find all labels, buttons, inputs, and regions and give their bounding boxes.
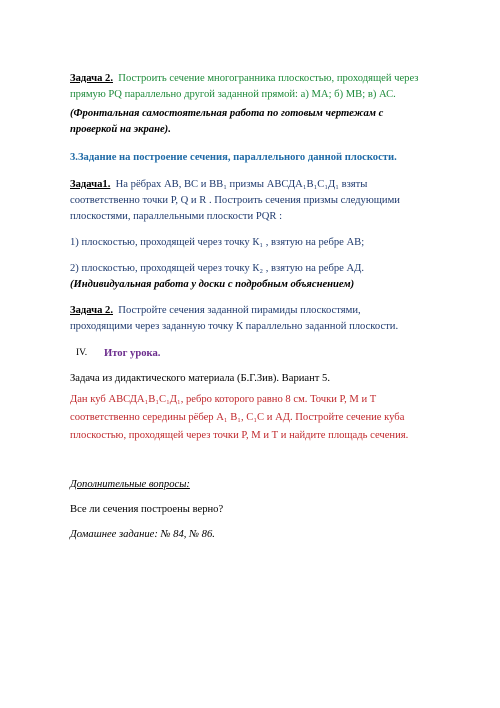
task1-line3: плоскостями, параллельными плоскости PQR : (70, 211, 283, 222)
task2a-label: Задача 2. (70, 73, 113, 84)
task1-line2: соответственно точки Р, Q и R . Построить сечения призмы следующими (70, 195, 400, 206)
task2b-text1: Постройте сечения заданной пирамиды плоскостями, (118, 305, 361, 316)
task2b-label: Задача 2. (70, 305, 113, 316)
task1-item1: 1) плоскостью, проходящей через точку К₁ , взятую на ребре АВ; (70, 237, 365, 248)
section3-heading: 3.Задание на построение сечения, параллельного данной плоскости. (70, 152, 397, 163)
cube-task-line2: соответственно середины рёбер А₁ В₁, С₁С и АД. Постройте сечение куба (70, 412, 405, 423)
task1-line1 (70, 178, 367, 191)
task2b-line1 (70, 304, 361, 317)
task1-item2: 2) плоскостью, проходящей через точку К₂ , взятую на ребре АД. (70, 263, 365, 274)
cube-task-line1: Дан куб АВСДА₁В₁С₁Д₁, ребро которого равно 8 см. Точки Р, М и Т (70, 394, 377, 405)
task2a-note1: (Фронтальная самостоятельная работа по готовым чертежам с (70, 108, 384, 119)
task2a-line2: прямую PQ параллельно другой заданной прямой: а) МА; б) МВ; в) АС. (70, 89, 396, 100)
homework-line: Домашнее задание: № 84, № 86. (70, 529, 215, 540)
section4-numeral: IV. (76, 348, 88, 358)
section4-title: Итог урока. (104, 348, 161, 359)
question-line: Все ли сечения построены верно? (70, 504, 224, 515)
didactic-line: Задача из дидактического материала (Б.Г.Зив). Вариант 5. (70, 373, 331, 384)
task2a-note2: проверкой на экране). (70, 124, 171, 135)
task1-label: Задача1. (70, 179, 111, 190)
task2a-line1 (70, 72, 419, 85)
task1-note: (Индивидуальная работа у доски с подробным объяснением) (70, 279, 355, 290)
cube-task-line3: плоскостью, проходящей через точки Р, М и Т и найдите площадь сечения. (70, 430, 409, 441)
task2a-text1: Построить сечение многогранника плоскостью, проходящей через (118, 73, 419, 84)
extra-questions-heading: Дополнительные вопросы: (70, 479, 190, 490)
task1-text1: На рёбрах АВ, ВС и ВВ₁ призмы АВСДА₁В₁С₁Д₁ взяты (115, 179, 368, 190)
task2b-line2: проходящими через заданную точку К параллельно заданной плоскости. (70, 321, 399, 332)
